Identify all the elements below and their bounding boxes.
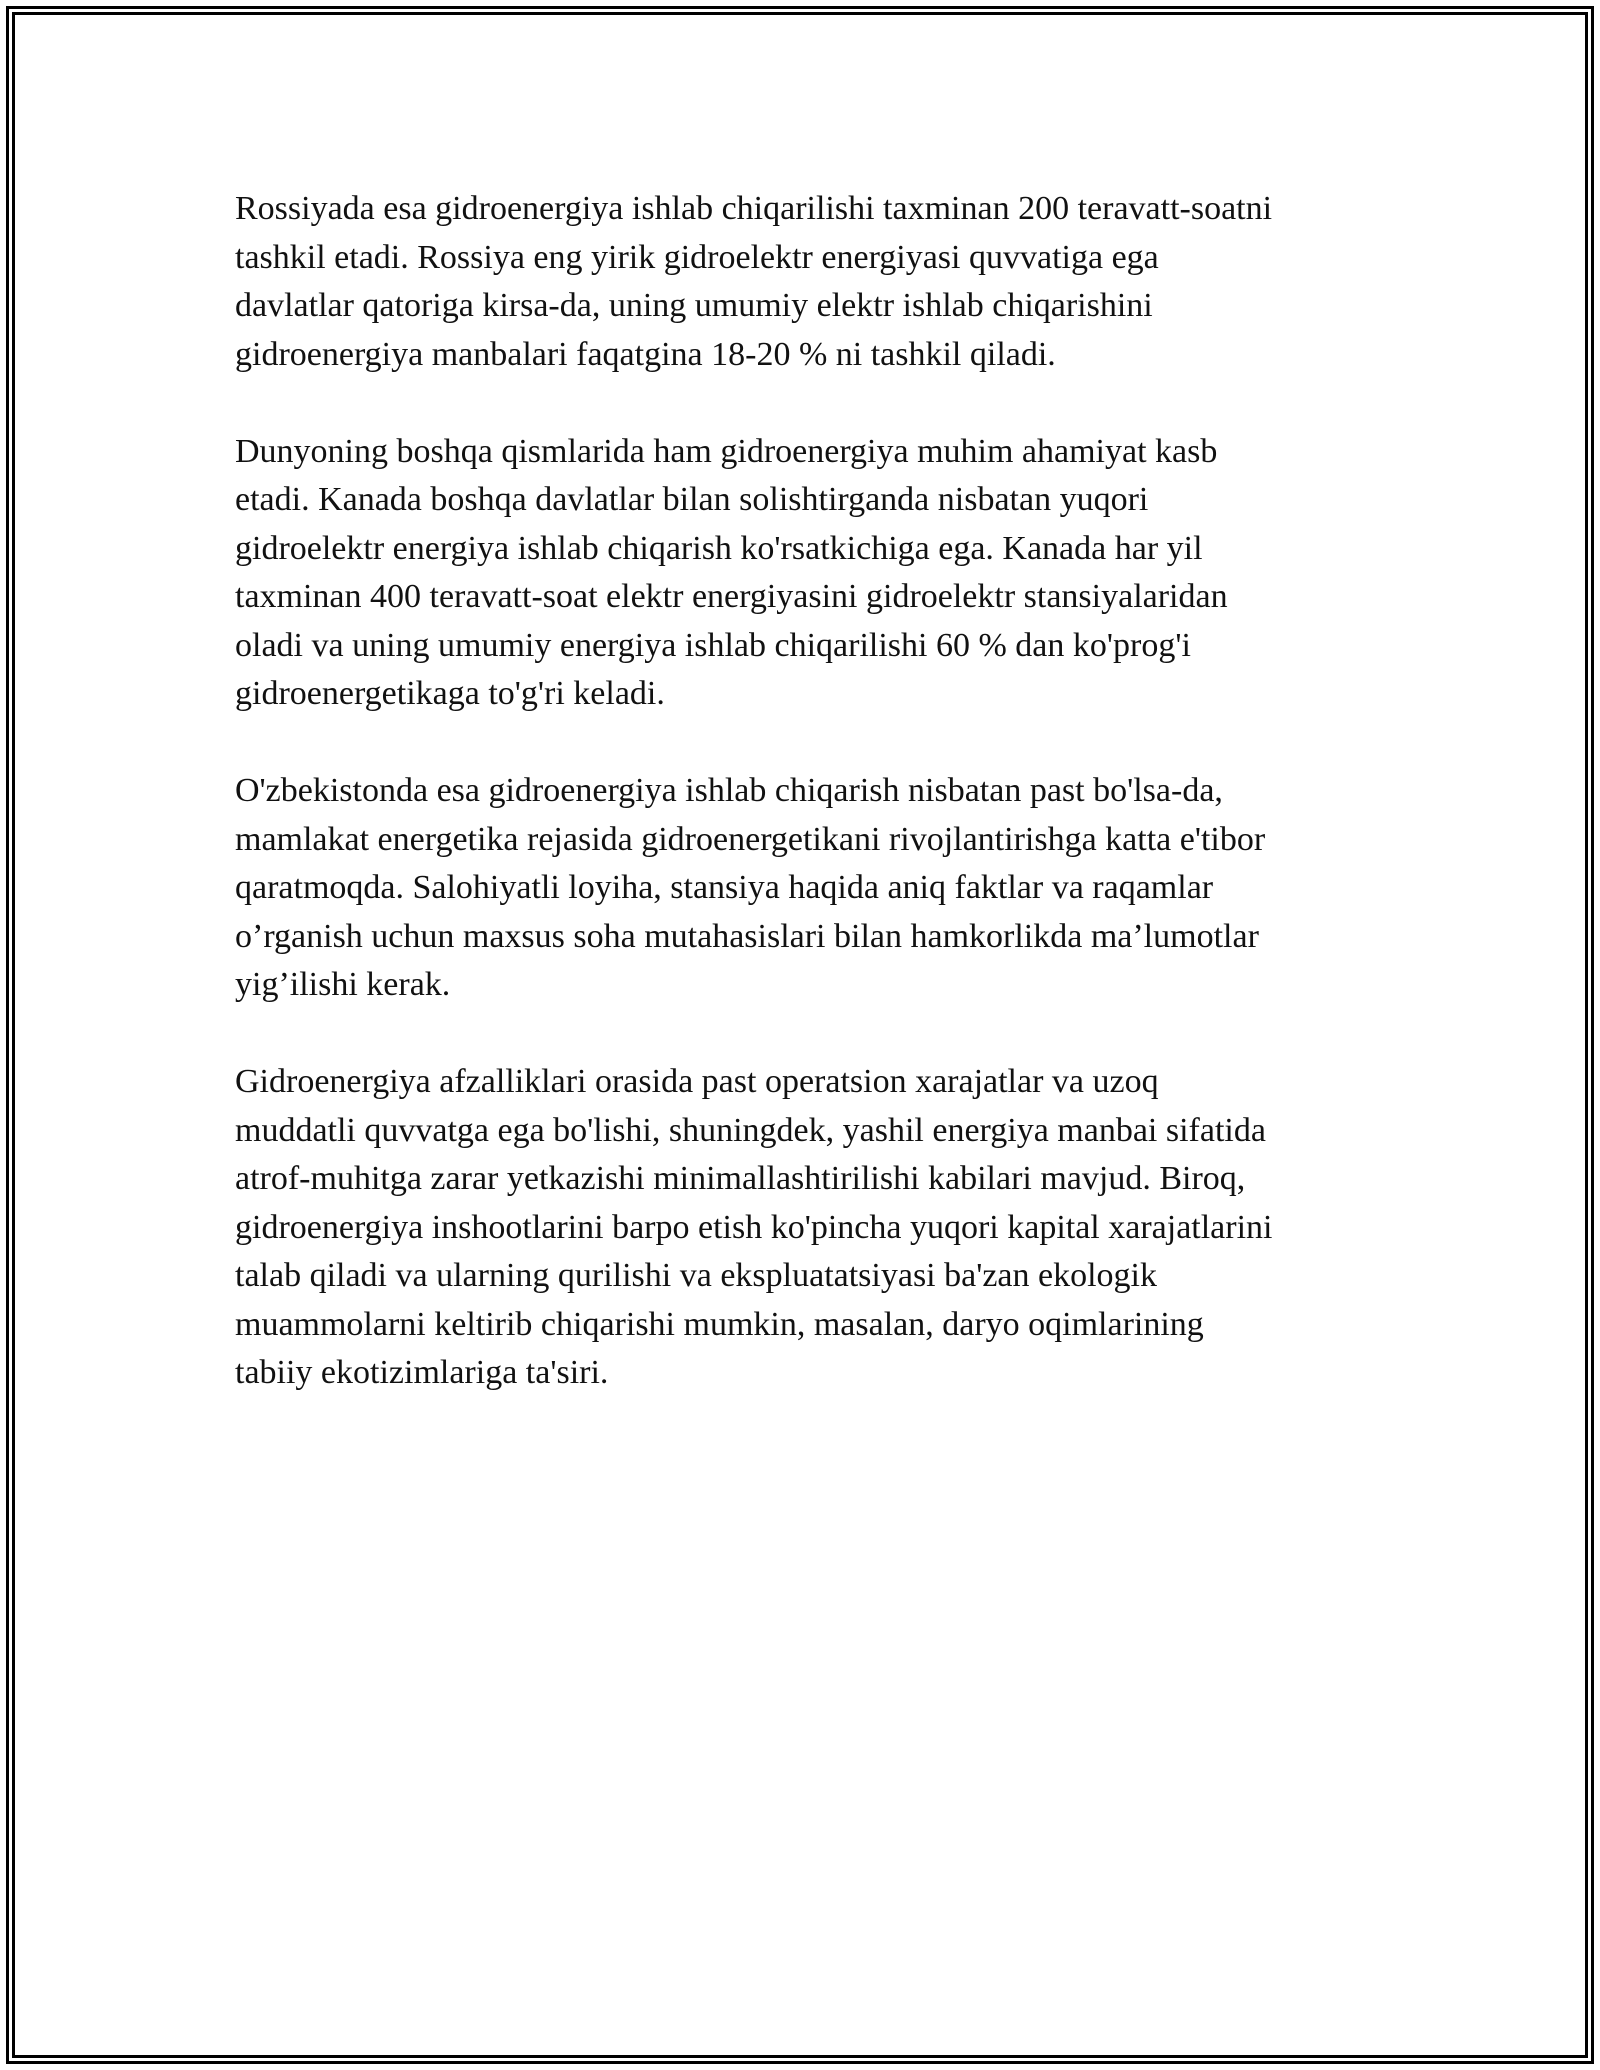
paragraph-russia-hydropower: Rossiyada esa gidroenergiya ishlab chiqarilishi taxminan 200 teravatt-soatni tashkil etadi. Rossiya eng yirik gidroelektr energiyasi quvvatiga ega davlatlar qatoriga kirsa-da, uning umumiy elektr ishlab chiqarishini gidroenergiya manbalari faqatgina 18-20 % ni tashkil qiladi.: [235, 190, 1273, 373]
paragraph-hydropower-pros-cons: Gidroenergiya afzalliklari orasida past operatsion xarajatlar va uzoq muddatli quvvatga ega bo'lishi, shuningdek, yashil energiya manbai sifatida atrof-muhitga zarar yetkazishi minimallashtirilishi kabilari mavjud. Biroq, gidroenergiya inshootlarini barpo etish ko'pincha yuqori kapital xarajatlarini talab qiladi va ularning qurilishi va ekspluatatsiyasi ba'zan ekologik muammolarni keltirib chiqarishi mumkin, masalan, daryo oqimlarining tabiiy ekotizimlariga ta'siri.: [235, 1063, 1273, 1391]
document-body: [235, 185, 1365, 1398]
paragraph-uzbekistan-hydropower: O'zbekistonda esa gidroenergiya ishlab chiqarish nisbatan past bo'lsa-da, mamlakat energetika rejasida gidroenergetikani rivojlantirishga katta e'tibor qaratmoqda. Salohiyatli loyiha, stansiya haqida aniq faktlar va raqamlar o’rganish uchun maxsus soha mutahasislari bilan hamkorlikda ma’lumotlar yig’ilishi kerak.: [235, 772, 1266, 1003]
paragraph-canada-hydropower: Dunyoning boshqa qismlarida ham gidroenergiya muhim ahamiyat kasb etadi. Kanada boshqa davlatlar bilan solishtirganda nisbatan yuqori gidroelektr energiya ishlab chiqarish ko'rsatkichiga ega. Kanada har yil taxminan 400 teravatt-soat elektr energiyasini gidroelektr stansiyalaridan oladi va uning umumiy energiya ishlab chiqarilishi 60 % dan ko'prog'i gidroenergetikaga to'g'ri keladi.: [235, 432, 1228, 712]
